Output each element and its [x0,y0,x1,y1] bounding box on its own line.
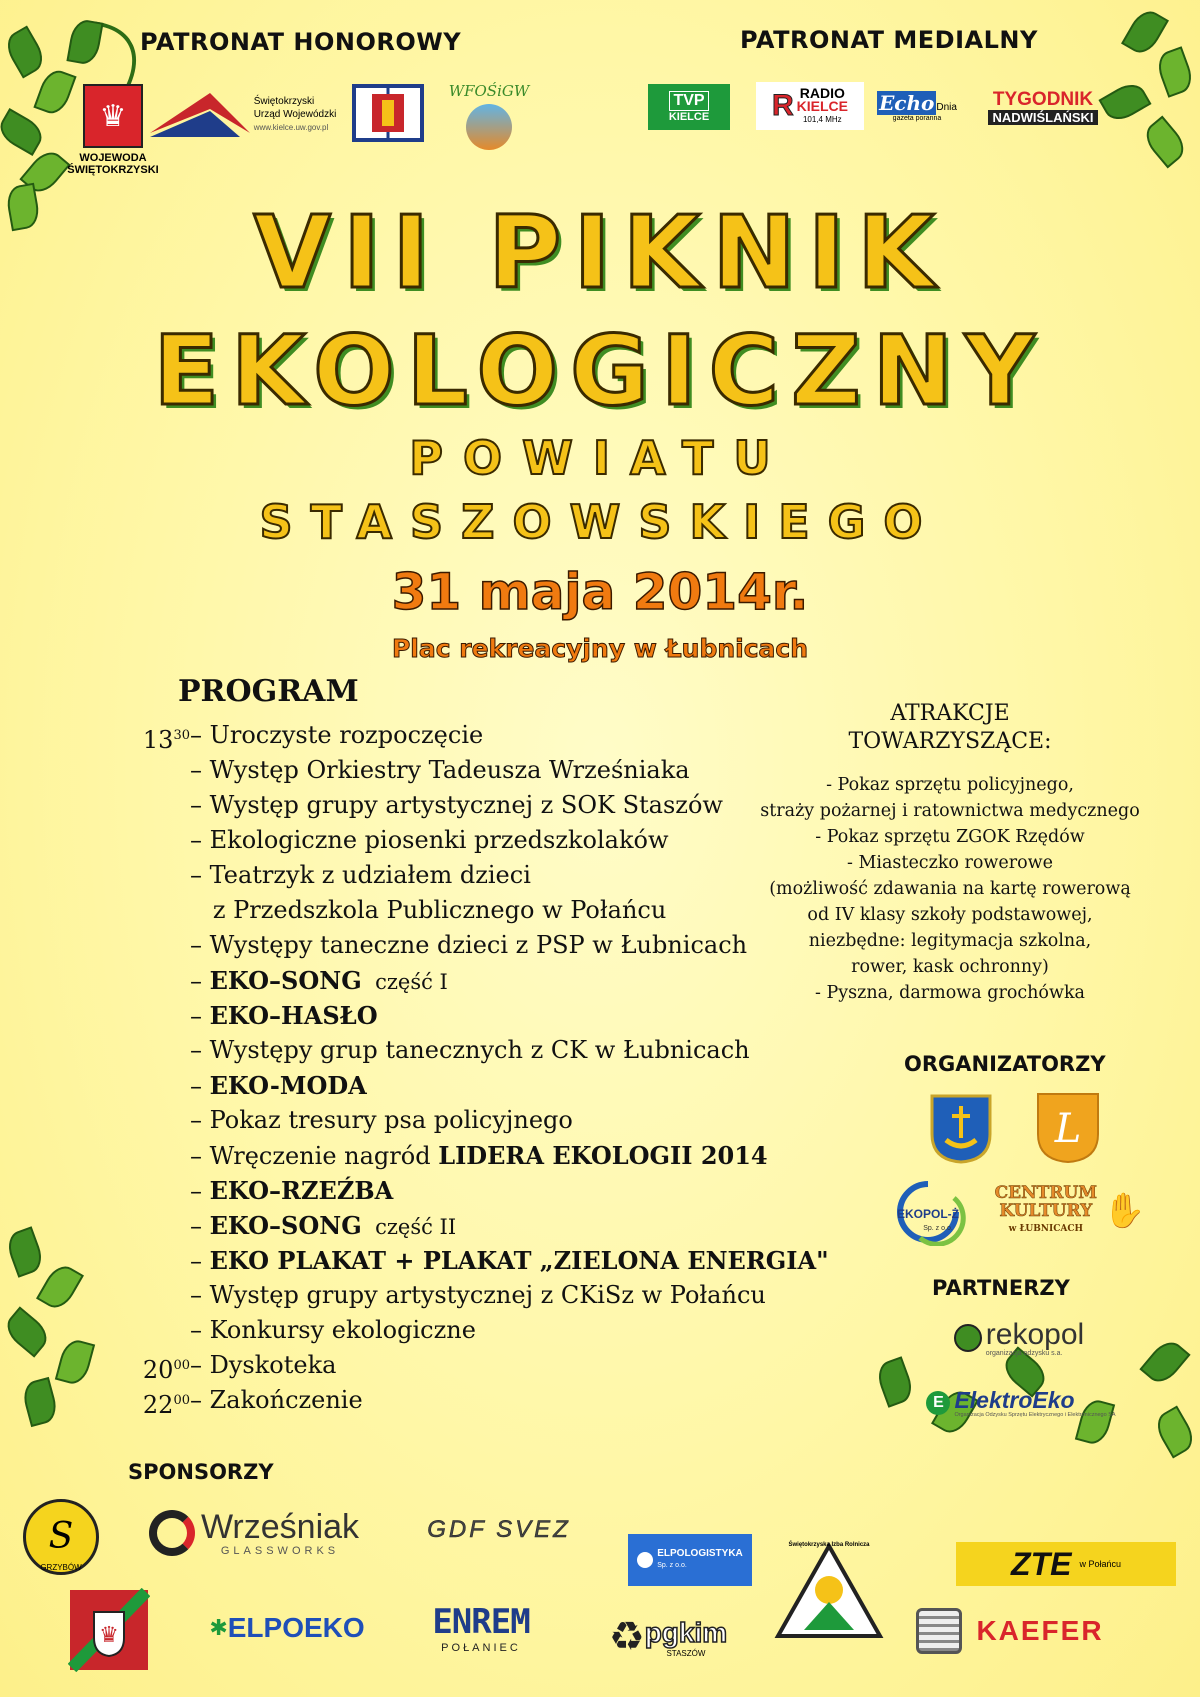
wojewoda-logo: ♛ WOJEWODA ŚWIĘTOKRZYSKI [68,80,158,180]
wrzesniak-logo: Wrześniak GLASSWORKS [138,1500,370,1566]
program-text: – Występ grupy artystycznej z CKiSz w Połańcu [190,1281,766,1309]
elektroeko-e-icon: E [926,1391,950,1415]
water-drop-icon [466,104,512,150]
hand-icon: ✋ [1103,1192,1146,1230]
program-time [110,1208,190,1243]
centrum-kultury-logo: CENTRUM KULTURY w ŁUBNICACH ✋ [994,1183,1146,1234]
program-item [110,1383,829,1418]
event-place: Plac rekreacyjny w Łubnicach [391,634,809,663]
program-text: z Przedszkola Publicznego w Połańcu [190,896,667,924]
program-text: – Teatrzyk z udziałem dzieci [190,861,531,889]
program-text: – Zakończenie [190,1386,363,1414]
program-text: – Dyskoteka [190,1351,337,1379]
program-time: $13^{30}$ [142,726,190,754]
program-item [110,1313,829,1348]
elpoeko-star-icon: ✱ [209,1615,228,1640]
svg-text:L: L [1054,1106,1082,1152]
program-text: – Występ grupy artystycznej z SOK Staszów [190,791,723,819]
program-item [110,1278,829,1313]
kaefer-logo: KAEFER [898,1606,1122,1656]
elektroeko-logo: E ElektroEko Organizacja Odzysku Sprzętu Elektrycznego i Elektronicznego SA [926,1380,1116,1426]
program-item [110,1068,829,1103]
organizatorzy-title: ORGANIZATORZY [904,1052,1106,1076]
sponsorzy-title: SPONSORZY [128,1460,274,1484]
elpologistyka-logo: ELPOLOGISTYKA Sp. z o.o. [628,1534,752,1586]
recycle-icon: ♻ [608,1615,645,1659]
grzybow-logo: S GRZYBÓW [20,1494,102,1576]
program-time [110,1313,190,1348]
atrakcje-line: od IV klasy szkoły podstawowej, [807,905,1093,925]
zte-logo: ZTE w Połańcu [956,1542,1176,1586]
program-time [110,1033,190,1068]
program-title: PROGRAM [178,674,359,709]
program-time: $20^{00}$ [142,1356,190,1384]
program-text: – Uroczyste rozpoczęcie [190,721,484,749]
atrakcje-line: - Pokaz sprzętu ZGOK Rzędów [815,827,1085,847]
program-text: – EKO PLAKAT + PLAKAT „ZIELONA ENERGIA" [190,1246,829,1275]
patronat-medialny-title: PATRONAT MEDIALNY [740,26,1038,54]
program-item [110,1103,829,1138]
atrakcje-line: - Pyszna, darmowa grochówka [814,983,1085,1003]
program-time [110,963,190,998]
rekopol-logo: rekopol organizacja odzysku s.a. [944,1314,1094,1362]
lubnice-coat-of-arms [1036,1092,1100,1164]
program-item [110,718,829,753]
program-item [110,1138,829,1173]
swietokrzyskie-book-logo [352,80,424,144]
program-time [110,858,190,893]
title-line-1: VII PIKNIK [253,194,947,311]
program-item [110,1033,829,1068]
partnerzy-title: PARTNERZY [932,1276,1070,1300]
wrzesniak-swirl-icon [149,1510,195,1556]
elpoeko-logo: ✱ ELPOEKO [209,1612,365,1643]
program-text: – Występy grup tanecznych z CK w Łubnicach [190,1036,750,1064]
atrakcje-line: - Pokaz sprzętu policyjnego, [826,775,1074,795]
atrakcje-line: (możliwość zdawania na kartę rowerową [769,879,1131,899]
izba-rolnicza-logo: Świętokrzyska Izba Rolnicza [774,1540,884,1644]
program-text: – EKO-MODA [190,1071,367,1100]
program-time [110,823,190,858]
program-time [110,1138,190,1173]
coat-of-arms-icon [930,1094,992,1164]
tvp-kielce-logo: TVP KIELCE [648,84,730,130]
elpologistyka-badge-icon [637,1552,653,1568]
program-time [110,1068,190,1103]
atrakcje-line: straży pożarnej i ratownictwa medycznego [760,801,1140,821]
polaniec-shield-icon [68,1588,150,1672]
svg-text:♛: ♛ [99,1622,119,1647]
wfos-logo: WFOŚiGW [444,74,534,158]
pgkim-logo: ♻ pgkim STASZÓW [608,1615,728,1659]
ekopol-arrows-icon [880,1176,976,1246]
echo-dnia-logo: Echo Dnia gazeta poranna [879,90,957,122]
radio-kielce-logo: R RADIO KIELCE 101,4 MHz [756,82,864,130]
program-text: – EKO–SONG część II [190,1211,457,1240]
letter-l-shield-icon [1036,1092,1100,1164]
svg-text:EKOPOL-Ż: EKOPOL-Ż [897,1207,959,1221]
rk-mark-icon: R [771,89,794,122]
book-shield-icon [352,80,424,144]
program-text: – Wręczenie nagród LIDERA EKOLOGII 2014 [190,1141,768,1170]
bottom-left-foliage [0,1210,120,1430]
program-text: – Konkursy ekologiczne [190,1316,476,1344]
program-time [110,1243,190,1278]
grzybow-circle-icon: S [23,1499,99,1575]
program-text: – EKO–SONG część I [190,966,448,995]
izba-triangle-icon [774,1540,884,1644]
enrem-logo: ENREM POŁANIEC [432,1602,530,1654]
ekopol-logo [880,1176,976,1246]
title-line-2: EKOLOGICZNY [153,315,1047,427]
program-time [110,753,190,788]
kaefer-emblem-icon [916,1608,962,1654]
rekopol-leaf-icon [954,1324,982,1352]
program-time [110,1103,190,1138]
eagle-emblem-icon: ♛ [83,84,143,148]
event-date: 31 maja 2014r. [391,563,809,621]
urzad-wojewodzki-logo: Świętokrzyski Urząd Wojewódzki www.kielce.uw.gov.pl [148,86,338,142]
program-time [110,928,190,963]
title-line-4: STASZOWSKIEGO [259,495,941,549]
program-item [110,1348,829,1383]
program-time [110,998,190,1033]
program-text: – Występy taneczne dzieci z PSP w Łubnicach [190,931,748,959]
atrakcje-title: ATRAKCJE TOWARZYSZĄCE: [848,701,1052,754]
title-line-3: POWIATU [409,431,791,485]
program-text: – Pokaz tresury psa policyjnego [190,1106,573,1134]
svg-text:Sp. z o.o.: Sp. z o.o. [923,1225,953,1232]
program-time [110,788,190,823]
gdf-suez-logo: GDF SVEZ [427,1516,571,1543]
tygodnik-nadwislanski-logo: TYGODNIK NADWIŚLAŃSKI [970,86,1116,128]
program-time: $22^{00}$ [142,1391,190,1419]
program-text: – Ekologiczne piosenki przedszkolaków [190,826,669,854]
program-time [110,1173,190,1208]
program-item [110,1208,829,1243]
program-text: – Występ Orkiestry Tadeusza Wrześniaka [190,756,690,784]
roof-icon [150,89,250,139]
patronat-honorowy-title: PATRONAT HONOROWY [140,28,462,56]
program-text: – EKO–RZEŹBA [190,1176,394,1205]
program-time [110,893,190,928]
polaniec-coat-of-arms [68,1588,150,1672]
staszow-coat-of-arms [930,1094,992,1164]
atrakcje-line: - Miasteczko rowerowe [847,853,1053,873]
program-item [110,1243,829,1278]
program-item [110,1173,829,1208]
program-time [110,1278,190,1313]
atrakcje-line: niezbędne: legitymacja szkolna, [808,931,1092,951]
atrakcje-list [720,772,1180,1006]
atrakcje-line: rower, kask ochronny) [851,957,1049,977]
program-text: – EKO–HASŁO [190,1001,378,1030]
